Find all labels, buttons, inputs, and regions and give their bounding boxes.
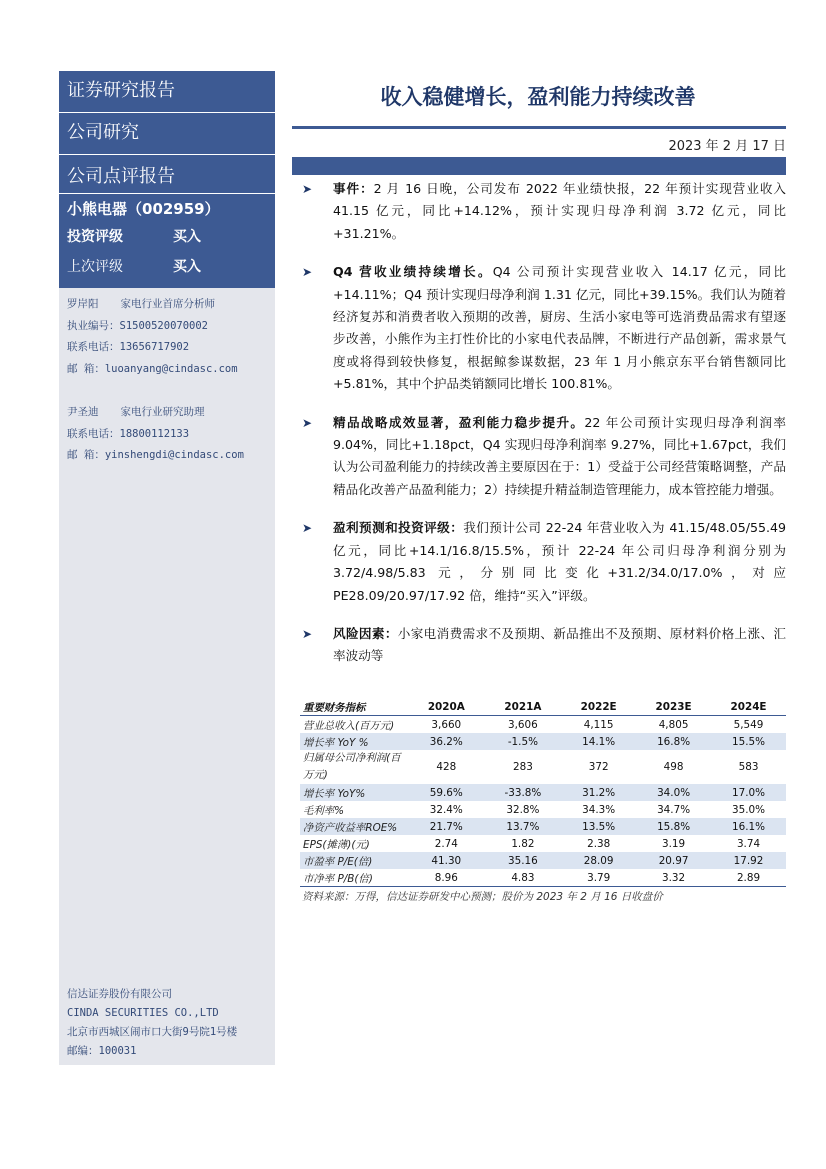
company-rating-block [59, 194, 275, 288]
bullet-risk [300, 623, 786, 668]
firm-info [67, 985, 237, 1061]
row-label: 增长率 YoY % [300, 733, 408, 750]
investment-rating [67, 222, 267, 252]
report-type: 证券研究报告 [59, 71, 275, 113]
bullet-lead: Q4 营收业绩持续增长。 [333, 264, 493, 280]
bullet-forecast [300, 517, 786, 607]
row-label: 营业总收入(百万元) [303, 720, 395, 732]
analyst-phone: 联系电话：13656717902 [67, 341, 190, 353]
analyst-2-title [67, 402, 267, 424]
bullet-arrow-icon: ➤ [302, 415, 313, 430]
bullet-arrow-icon: ➤ [302, 521, 313, 536]
bullet-lead: 精品战略成效显著，盈利能力稳步提升。 [333, 414, 585, 430]
analyst-1-title [67, 294, 267, 316]
bullet-event [300, 178, 786, 245]
prev-rating-label: 上次评级 [67, 259, 123, 275]
prev-rating-value: 买入 [173, 259, 201, 275]
bullet-lead: 风险因素： [333, 625, 398, 641]
analyst-info [59, 288, 275, 467]
table-row [300, 750, 786, 784]
table-header: 2023E [655, 700, 692, 713]
table-header: 2024E [730, 700, 767, 713]
title-rule [292, 126, 786, 129]
table-cell: 2.38 [587, 837, 611, 850]
bullet-profitability [300, 412, 786, 502]
analyst-phone: 联系电话：18800112133 [67, 427, 190, 440]
bullet-text: 22 年公司预计实现归母净利润率 9.04%，同比+1.18pct，Q4 实现归母净利润率 9.27%，同比+1.67pct，我们认为公司盈利能力的持续改善主要原因在于：1）受益于公司经营策略调整，产品精品化改善产品盈利能力；2）持续提升精益制造管理能力，成本管控能力增强。 [333, 414, 787, 497]
table-cell: 14.1% [561, 733, 636, 750]
table-cell: 32.4% [429, 803, 463, 816]
table-cell: 4.83 [511, 871, 535, 884]
table-cell: 428 [436, 761, 457, 773]
table-cell: 17.0% [711, 784, 786, 801]
bullet-arrow-icon: ➤ [302, 182, 313, 196]
table-cell: 13.5% [561, 818, 636, 835]
table-cell: 498 [663, 761, 684, 773]
table-row [300, 801, 786, 818]
firm-address: 北京市西城区闹市口大街9号院1号楼 [67, 1026, 238, 1038]
analyst-name: 尹圣迪 [67, 406, 99, 418]
table-cell: 3.32 [662, 871, 686, 884]
table-cell: 5,549 [733, 718, 764, 731]
financial-table [300, 698, 786, 887]
table-cell: 3.19 [662, 837, 686, 850]
analyst-email: 邮 箱：yinshengdi@cindasc.com [67, 449, 244, 461]
report-date: 2023 年 2 月 17 日 [668, 139, 786, 154]
bullet-arrow-icon: ➤ [302, 265, 313, 280]
bullet-text: 2 月 16 日晚，公司发布 2022 年业绩快报，22 年预计实现营业收入 41.15 亿元，同比+14.12%，预计实现归母净利润 3.72 亿元，同比+31.21%。 [333, 181, 787, 241]
bullet-text: 小家电消费需求不及预期、新品推出不及预期、原材料价格上涨、汇率波动等 [333, 625, 786, 664]
table-cell: 3,606 [508, 718, 538, 731]
table-header: 2022E [580, 700, 617, 713]
bullet-text: 我们预计公司 22-24 年营业收入为 41.15/48.05/55.49 亿元，同比+14.1/16.8/15.5%，预计 22-24 年公司归母净利润分别为 3.72/4.98/5.83 元，分别同比变化+31.2/34.0/17.0%，对应 PE28.09/20.97/17.92 倍，维持“买入”评级。 [333, 520, 787, 603]
firm-name-cn: 信达证券股份有限公司 [67, 988, 172, 1000]
table-cell: 34.7% [657, 803, 691, 816]
table-row [300, 733, 786, 750]
bullet-lead: 盈利预测和投资评级： [333, 520, 464, 536]
table-cell: -33.8% [485, 784, 562, 801]
table-cell: 17.92 [711, 852, 786, 869]
table-cell: 1.82 [511, 837, 535, 850]
row-label: EPS(摊薄)(元) [303, 839, 370, 851]
analyst-name: 罗岸阳 [67, 298, 99, 310]
table-cell: 41.30 [408, 852, 485, 869]
company-name: 小熊电器（002959） [67, 200, 220, 218]
table-row [300, 716, 786, 734]
table-header-row [300, 698, 786, 716]
table-cell: 31.2% [561, 784, 636, 801]
table-cell: 35.0% [732, 803, 766, 816]
row-label: 市盈率 P/E(倍) [300, 852, 408, 869]
table-source: 资料来源：万得，信达证券研发中心预测；股价为 2023 年 2 月 16 日收盘价 [302, 891, 663, 903]
table-cell: 3.79 [587, 871, 611, 884]
table-cell: 20.97 [636, 852, 711, 869]
table-body [300, 716, 786, 887]
bullet-q4-growth [300, 261, 786, 395]
row-label: 增长率 YoY% [300, 784, 408, 801]
table-cell: 59.6% [408, 784, 485, 801]
previous-rating [67, 252, 267, 282]
row-label: 市净率 P/B(倍) [303, 873, 373, 885]
rating-label: 投资评级 [67, 229, 123, 245]
table-cell: -1.5% [485, 733, 562, 750]
table-header: 2021A [504, 700, 542, 713]
table-cell: 16.8% [636, 733, 711, 750]
key-points [300, 178, 786, 684]
table-cell: 8.96 [434, 871, 458, 884]
table-row [300, 784, 786, 801]
table-cell: 34.3% [582, 803, 616, 816]
table-header: 2020A [427, 700, 465, 713]
table-cell: 283 [512, 761, 533, 773]
bullet-text: Q4 公司预计实现营业收入 14.17 亿元，同比+14.11%；Q4 预计实现归母净利润 1.31 亿元，同比+39.15%。我们认为随着经济复苏和消费者收入预期的改善，厨房、生活小家电等可选消费品需求有望逐步改善，小熊作为主打性价比的小家电代表品牌，不断进行产品创新，需求景气度或将得到较快修复，根据鲸参谋数据，23 年 1 月小熊京东平台销售额同比+5.81%，其中个护品类销额同比增长 100.81%。 [333, 264, 786, 392]
table-cell: 21.7% [408, 818, 485, 835]
header-band [292, 157, 786, 175]
table-cell: 2.74 [434, 837, 458, 850]
row-label: 毛利率% [303, 805, 345, 817]
table-cell: 35.16 [485, 852, 562, 869]
report-subtype: 公司点评报告 [59, 155, 275, 194]
table-cell: 16.1% [711, 818, 786, 835]
table-cell: 3,660 [431, 718, 462, 731]
table-cell: 32.8% [506, 803, 540, 816]
table-cell: 36.2% [408, 733, 485, 750]
table-row [300, 869, 786, 887]
table-cell: 15.5% [711, 733, 786, 750]
row-label: 归属母公司净利润(百万元) [303, 752, 401, 781]
firm-name-en: CINDA SECURITIES CO.,LTD [67, 1007, 219, 1019]
table-cell: 372 [588, 761, 609, 773]
analyst-email: 邮 箱：luoanyang@cindasc.com [67, 362, 238, 375]
table-cell: 15.8% [636, 818, 711, 835]
table-cell: 13.7% [485, 818, 562, 835]
table-row [300, 835, 786, 852]
sidebar [59, 71, 275, 1065]
table-cell: 4,115 [583, 718, 614, 731]
table-cell: 3.74 [736, 837, 761, 850]
firm-postcode: 邮编：100031 [67, 1045, 137, 1057]
analyst-role: 家电行业首席分析师 [120, 298, 215, 310]
rating-value: 买入 [173, 229, 201, 245]
bullet-arrow-icon: ➤ [302, 626, 313, 641]
table-cell: 34.0% [636, 784, 711, 801]
table-cell: 583 [738, 761, 759, 773]
research-type: 公司研究 [59, 113, 275, 155]
table-cell: 2.89 [736, 871, 761, 884]
table-row [300, 818, 786, 835]
table-row [300, 852, 786, 869]
row-label: 净资产收益率ROE% [300, 818, 408, 835]
analyst-cert: 执业编号：S1500520070002 [67, 319, 209, 332]
page-title: 收入稳健增长，盈利能力持续改善 [380, 85, 696, 109]
table-cell: 4,805 [658, 718, 689, 731]
table-cell: 28.09 [561, 852, 636, 869]
bullet-lead: 事件： [333, 181, 374, 196]
table-header: 重要财务指标 [303, 702, 366, 714]
analyst-role: 家电行业研究助理 [120, 406, 205, 418]
